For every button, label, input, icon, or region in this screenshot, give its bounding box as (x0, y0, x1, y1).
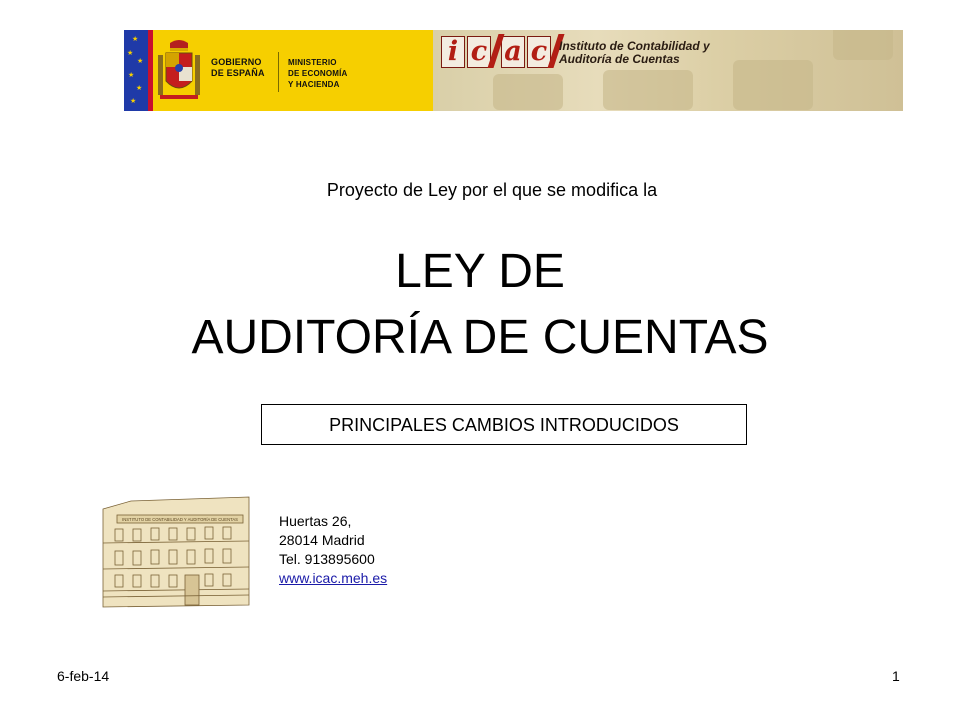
phone-number: Tel. 913895600 (279, 551, 375, 567)
star-icon: ★ (128, 72, 135, 79)
star-icon: ★ (132, 36, 139, 43)
slide-subtitle: Proyecto de Ley por el que se modifica la (326, 180, 658, 200)
icac-letters (441, 36, 561, 68)
ministry-name-line: Y HACIENDA (288, 80, 340, 89)
star-icon: ★ (136, 85, 143, 92)
logo-letter: c (467, 36, 491, 68)
puzzle-piece-icon (493, 74, 563, 110)
ministry-name (288, 57, 348, 90)
ministry-name-line: MINISTERIO (288, 58, 337, 67)
building-illustration (101, 491, 251, 609)
puzzle-piece-icon (733, 60, 813, 110)
building-sign: INSTITUTO DE CONTABILIDAD Y AUDITORÍA DE CUENTAS (122, 517, 238, 522)
government-logo (124, 30, 433, 111)
boxed-heading: PRINCIPALES CAMBIOS INTRODUCIDOS (261, 404, 747, 445)
logo-letter: i (441, 36, 465, 68)
logo-letter: c (527, 36, 551, 68)
puzzle-piece-icon (603, 70, 693, 110)
star-icon: ★ (127, 50, 134, 57)
page-number: 1 (892, 668, 900, 684)
puzzle-piece-icon (833, 30, 893, 60)
coat-of-arms-icon (156, 37, 202, 103)
government-name-line: DE ESPAÑA (211, 68, 265, 78)
header-banner (124, 30, 903, 111)
footer-date: 6-feb-14 (57, 668, 110, 684)
slide-title-line: AUDITORÍA DE CUENTAS (191, 311, 769, 364)
government-name-line: GOBIERNO (211, 57, 262, 67)
star-icon: ★ (130, 98, 137, 105)
slide-title-line: LEY DE (395, 245, 565, 298)
star-icon: ★ (137, 58, 144, 65)
website-link[interactable]: www.icac.meh.es (279, 570, 388, 586)
institute-name-line: Auditoría de Cuentas (559, 52, 680, 66)
government-name (211, 57, 265, 79)
icac-logo (433, 30, 903, 111)
flag-red-strip (148, 30, 153, 111)
institute-name (559, 40, 710, 66)
address-city: 28014 Madrid (279, 532, 365, 548)
eu-flag-strip (124, 30, 148, 111)
ministry-name-line: DE ECONOMÍA (288, 69, 348, 78)
logo-letter: a (501, 36, 525, 68)
divider (278, 52, 279, 92)
contact-info (279, 512, 387, 588)
institute-name-line: Instituto de Contabilidad y (559, 39, 710, 53)
address-street: Huertas 26, (279, 513, 352, 529)
